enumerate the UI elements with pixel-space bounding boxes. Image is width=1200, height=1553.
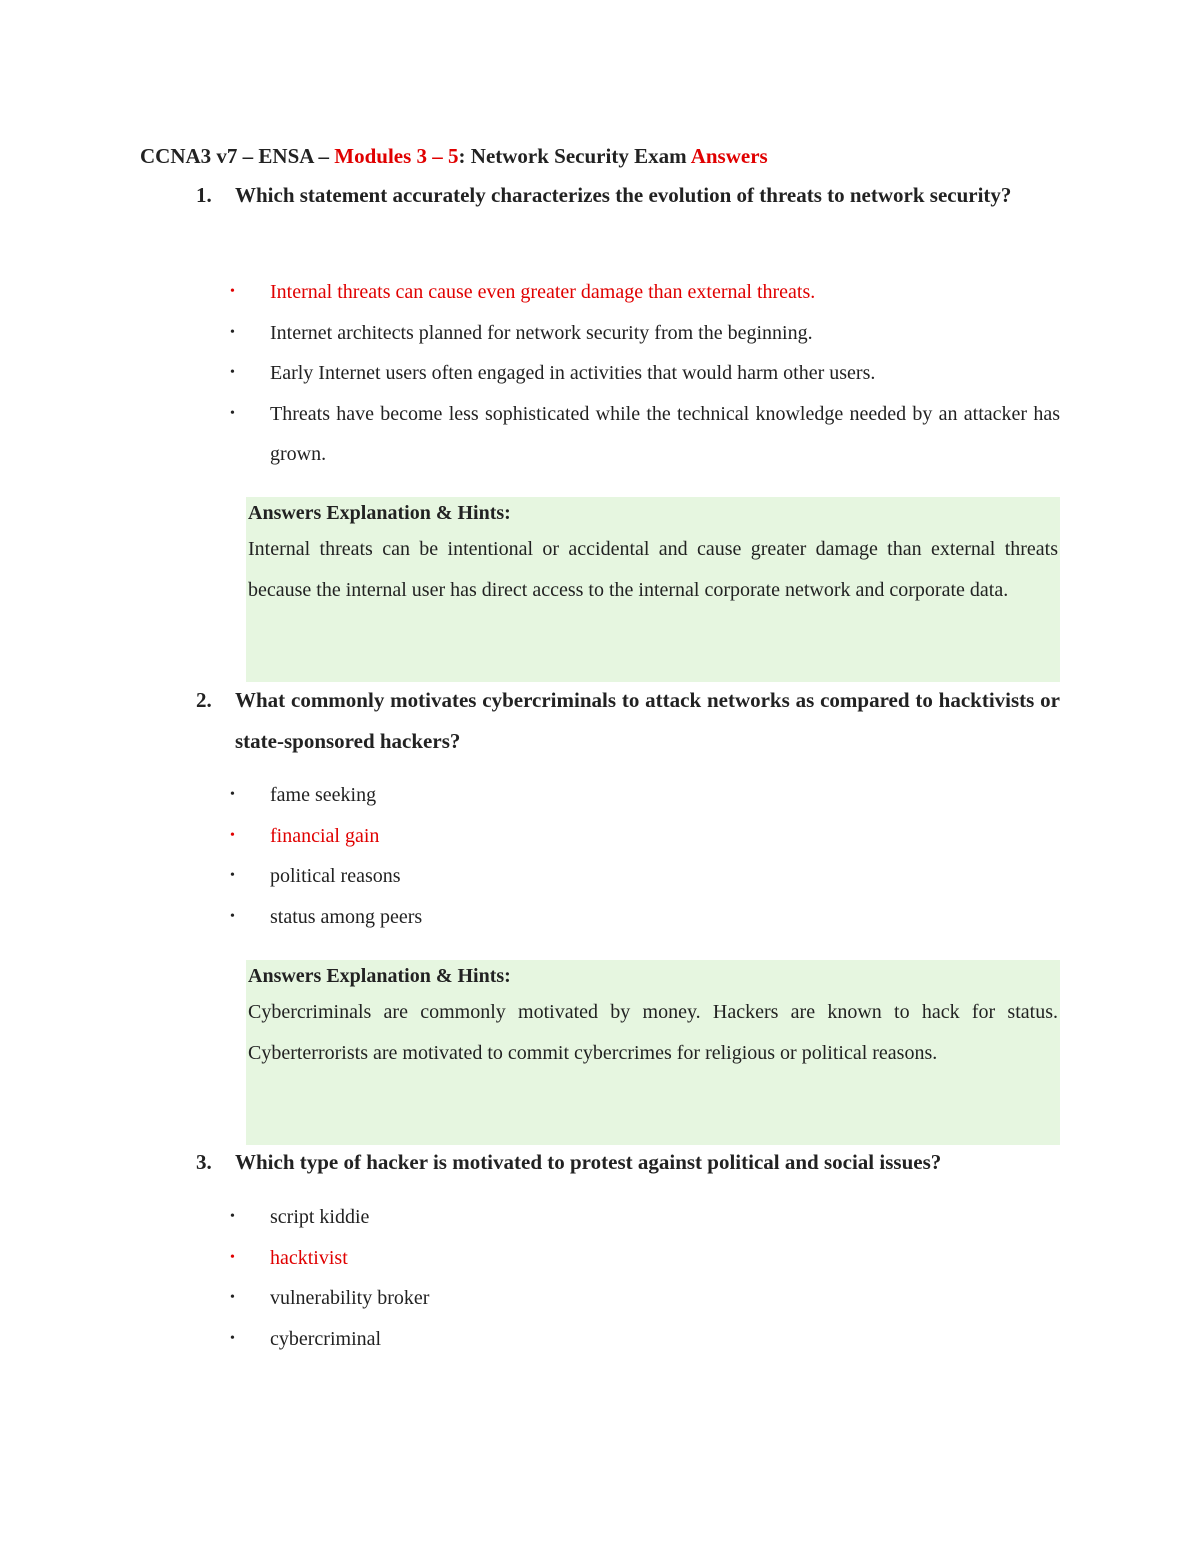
answer-option bbox=[228, 1278, 1060, 1319]
answer-option bbox=[228, 897, 1060, 938]
answer-options-2 bbox=[228, 775, 1060, 937]
question-3 bbox=[196, 1142, 1060, 1183]
hint-body: Internal threats can be intentional or accidental and cause greater damage than external threats because the internal user has direct access to the internal corporate network and corporate data. bbox=[248, 538, 1058, 601]
bullet-icon: • bbox=[230, 1290, 235, 1305]
document-title bbox=[140, 140, 768, 172]
answer-option bbox=[228, 856, 1060, 897]
question-number: 3. bbox=[196, 1150, 212, 1174]
bullet-icon: • bbox=[230, 324, 235, 340]
title-part-3: : Network Security Exam bbox=[458, 144, 691, 168]
question-number: 1. bbox=[196, 183, 212, 207]
bullet-icon: • bbox=[230, 284, 235, 299]
hint-body: Cybercriminals are commonly motivated by money. Hackers are known to hack for status. Cyberterrorists are motivated to commit cybercrimes for religious or political reasons. bbox=[248, 1001, 1058, 1064]
option-text: political reasons bbox=[270, 865, 401, 887]
question-text: What commonly motivates cybercriminals to attack networks as compared to hacktivists or state-sponsored hackers? bbox=[235, 688, 1060, 753]
answer-options-3 bbox=[228, 1197, 1060, 1359]
title-part-1: CCNA3 v7 – ENSA – bbox=[140, 144, 335, 168]
hint-box-1 bbox=[246, 497, 1060, 682]
answer-option bbox=[228, 394, 1060, 475]
bullet-icon: • bbox=[230, 787, 235, 802]
option-text: fame seeking bbox=[270, 784, 377, 806]
answer-option bbox=[228, 313, 1060, 354]
hint-title: Answers Explanation & Hints: bbox=[248, 502, 511, 524]
answer-option-correct bbox=[228, 816, 1060, 857]
answer-option bbox=[228, 1197, 1060, 1238]
question-2 bbox=[196, 680, 1060, 762]
answer-option bbox=[228, 775, 1060, 816]
bullet-icon: • bbox=[230, 908, 235, 924]
answer-option bbox=[228, 353, 1060, 394]
option-text: cybercriminal bbox=[270, 1327, 382, 1350]
option-text: hacktivist bbox=[270, 1246, 348, 1269]
title-answers-highlight: Answers bbox=[690, 144, 768, 168]
answer-option bbox=[228, 1319, 1060, 1360]
bullet-icon: • bbox=[230, 405, 235, 421]
option-text: financial gain bbox=[270, 824, 380, 847]
title-modules-highlight: Modules 3 – 5 bbox=[334, 144, 459, 168]
question-number: 2. bbox=[196, 688, 212, 712]
bullet-icon: • bbox=[230, 868, 235, 883]
option-text: status among peers bbox=[270, 905, 423, 928]
option-text: Early Internet users often engaged in activities that would harm other users. bbox=[270, 362, 876, 384]
option-text: Internal threats can cause even greater damage than external threats. bbox=[270, 281, 816, 303]
question-text: Which type of hacker is motivated to protest against political and social issues? bbox=[235, 1150, 942, 1174]
hint-box-2 bbox=[246, 960, 1060, 1145]
answer-options-1 bbox=[228, 272, 1060, 475]
answer-option-correct bbox=[228, 1238, 1060, 1279]
answer-option-correct bbox=[228, 272, 1060, 313]
question-text: Which statement accurately characterizes the evolution of threats to network security? bbox=[235, 183, 1012, 207]
bullet-icon: • bbox=[230, 1330, 235, 1346]
option-text: Internet architects planned for network security from the beginning. bbox=[270, 321, 813, 344]
option-text: Threats have become less sophisticated while the technical knowledge needed by an attacker has grown. bbox=[270, 402, 1060, 465]
bullet-icon: • bbox=[230, 827, 235, 843]
bullet-icon: • bbox=[230, 1249, 235, 1265]
hint-title: Answers Explanation & Hints: bbox=[248, 965, 511, 987]
bullet-icon: • bbox=[230, 365, 235, 380]
question-1 bbox=[196, 175, 1060, 216]
option-text: script kiddie bbox=[270, 1206, 370, 1228]
option-text: vulnerability broker bbox=[270, 1287, 430, 1309]
bullet-icon: • bbox=[230, 1209, 235, 1224]
